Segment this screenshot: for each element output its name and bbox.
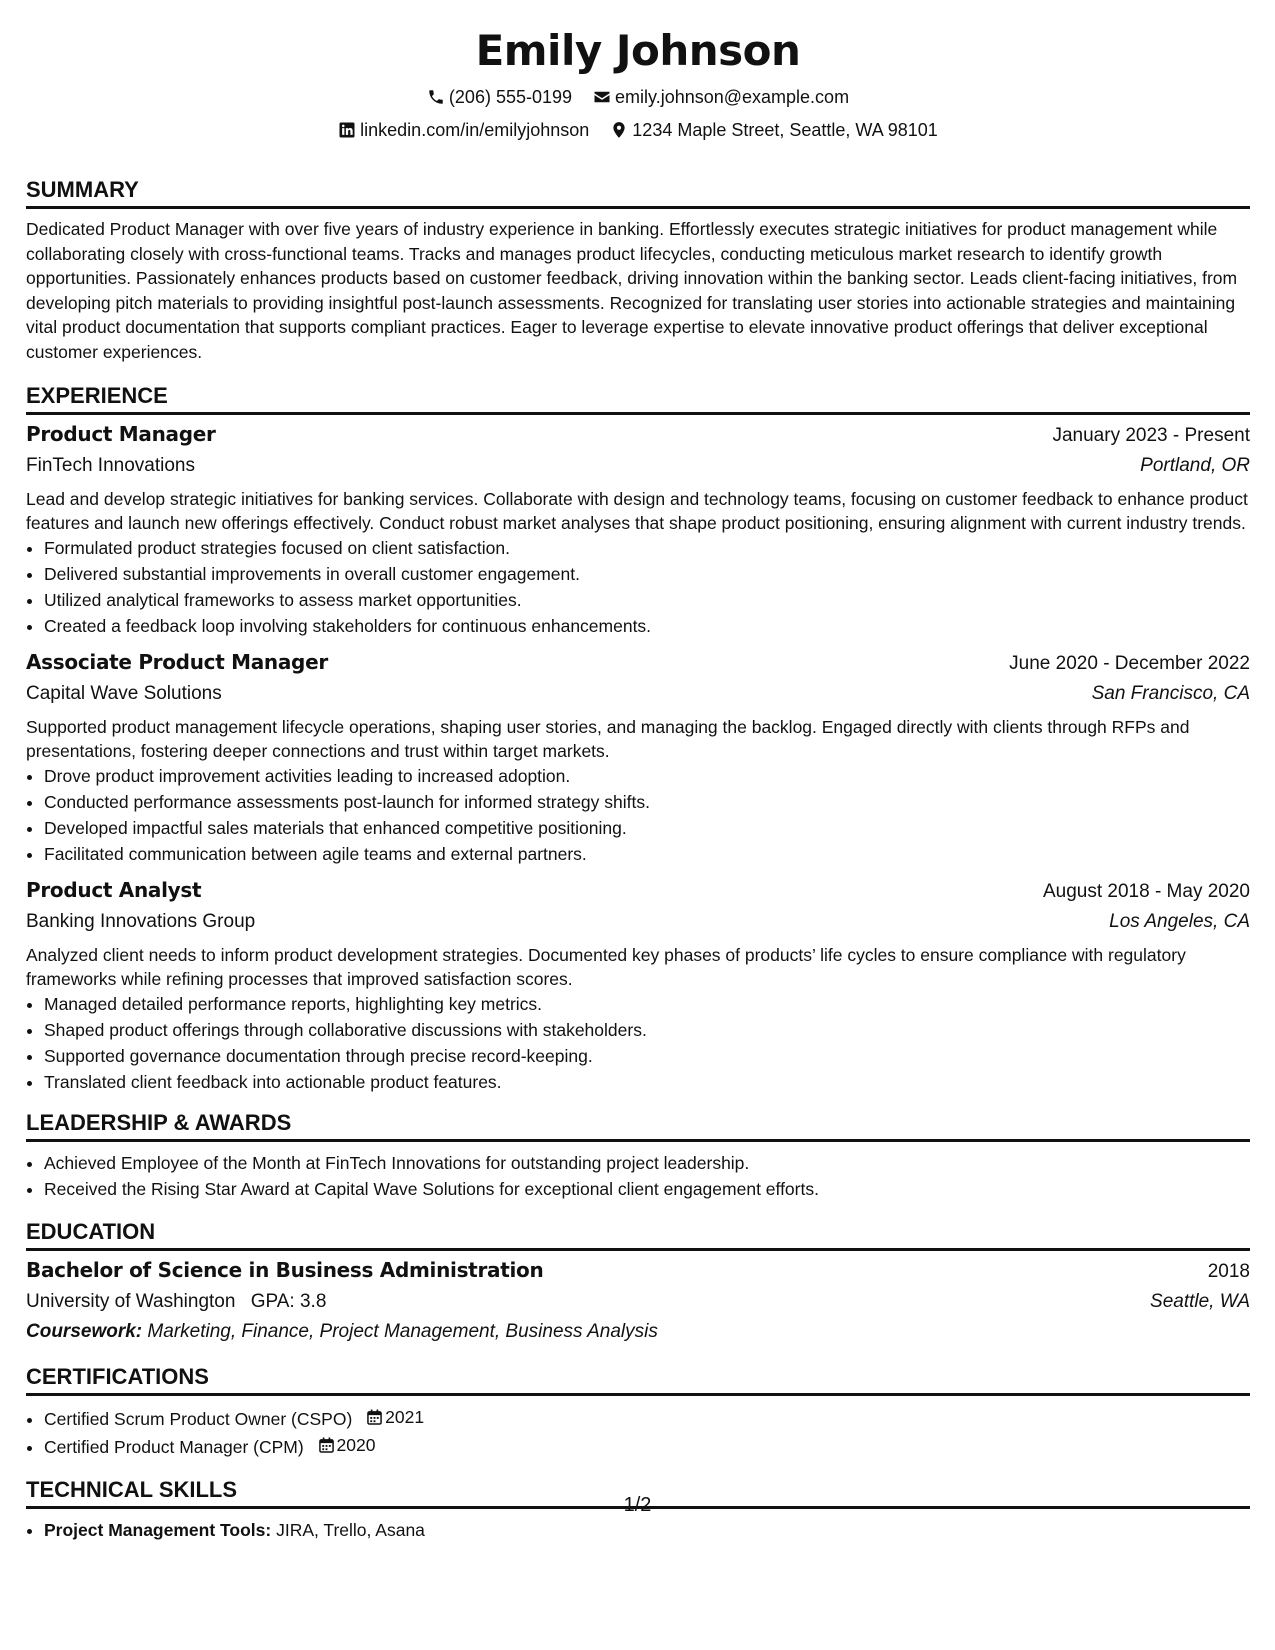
section-title-summary: SUMMARY — [26, 176, 1250, 209]
job-date: August 2018 - May 2020 — [1042, 881, 1250, 902]
summary-section — [26, 176, 1250, 364]
job-bullet: • Drove product improvement activities leading to increased adoption. — [44, 763, 1250, 789]
section-title-skills: TECHNICAL SKILLS — [26, 1476, 1250, 1509]
job-company-row — [26, 451, 1250, 481]
job-description: Lead and develop strategic initiatives for banking services. Collaborate with design and technology teams, focusing on customer feedback to enhance product features and launch new offerings effectively. Conduct robust market analyses that shape product positioning, ensuring alignment with current industry trends. — [26, 489, 1248, 533]
degree-name: Bachelor of Science in Business Administration — [26, 1258, 544, 1282]
section-title-leadership: LEADERSHIP & AWARDS — [26, 1109, 1250, 1142]
job-bullet: • Utilized analytical frameworks to assess market opportunities. — [44, 587, 1250, 613]
job-title: Associate Product Manager — [26, 650, 328, 674]
resume-page — [26, 20, 1250, 1543]
candidate-name: Emily Johnson — [475, 26, 801, 75]
job-company: Capital Wave Solutions — [26, 683, 222, 704]
leadership-item: • Achieved Employee of the Month at FinTech Innovations for outstanding project leadership. — [44, 1150, 1250, 1176]
job-location: Portland, OR — [1140, 455, 1250, 476]
certification-year-wrap — [319, 1432, 376, 1458]
gpa: GPA: 3.8 — [250, 1291, 327, 1312]
job-company: Banking Innovations Group — [26, 911, 256, 932]
summary-text: Dedicated Product Manager with over five years of industry experience in banking. Effortlessly executes strategic initiatives for product management while collaborating closely with cross-functional teams. Tracks and manages product lifecycles, conducting meticulous market research to identify growth opportunities. Passionately enhances products based on customer feedback, driving innovation within the banking sector. Leads client-facing initiatives, from developing pitch materials to providing insightful post-launch assessments. Recognized for translating user stories into actionable strategies and maintaining vital product documentation that supports compliant practices. Eager to leverage expertise to elevate innovative product offerings that deliver exceptional customer experiences. — [26, 219, 1238, 362]
job-company-row — [26, 907, 1250, 937]
certification-item — [44, 1404, 1250, 1432]
contact-row-2 — [26, 115, 1250, 148]
job-company: FinTech Innovations — [26, 455, 195, 476]
education-section — [26, 1218, 1250, 1347]
job-bullet: • Facilitated communication between agile teams and external partners. — [44, 841, 1250, 867]
job-bullets — [26, 991, 1250, 1095]
job-header-row — [26, 419, 1250, 451]
school-location: Seattle, WA — [1150, 1291, 1250, 1312]
linkedin-contact[interactable] — [338, 115, 589, 145]
job-entry — [26, 419, 1250, 639]
coursework — [26, 1317, 1250, 1347]
job-title: Product Manager — [26, 422, 216, 446]
job-bullet: • Conducted performance assessments post-launch for informed strategy shifts. — [44, 789, 1250, 815]
contact-row-1 — [26, 82, 1250, 115]
certification-name: Certified Product Manager (CPM) — [44, 1437, 304, 1457]
job-bullet: • Developed impactful sales materials that enhanced competitive positioning. — [44, 815, 1250, 841]
job-bullets — [26, 535, 1250, 639]
job-location: Los Angeles, CA — [1109, 911, 1250, 932]
job-bullet: • Shaped product offerings through collaborative discussions with stakeholders. — [44, 1017, 1250, 1043]
skills-list — [26, 1517, 1250, 1543]
address-contact — [610, 115, 938, 145]
leadership-item: • Received the Rising Star Award at Capital Wave Solutions for exceptional client engagement efforts. — [44, 1176, 1250, 1202]
leadership-list — [26, 1150, 1250, 1202]
email-contact[interactable] — [593, 82, 849, 112]
certification-year-wrap — [367, 1404, 424, 1430]
graduation-year: 2018 — [1207, 1261, 1250, 1282]
job-entry — [26, 647, 1250, 867]
phone-text: (206) 555-0199 — [448, 87, 573, 107]
address-text: 1234 Maple Street, Seattle, WA 98101 — [632, 120, 938, 140]
leadership-section — [26, 1109, 1250, 1202]
certification-year: 2020 — [336, 1435, 376, 1455]
skill-item — [44, 1517, 1250, 1543]
job-entry — [26, 875, 1250, 1095]
skill-value: JIRA, Trello, Asana — [276, 1520, 425, 1540]
education-degree-row — [26, 1255, 1250, 1287]
certifications-section — [26, 1363, 1250, 1460]
page-number: 1/2 — [623, 1494, 652, 1516]
job-company-row — [26, 679, 1250, 709]
school-info — [26, 1287, 326, 1317]
job-description: Analyzed client needs to inform product development strategies. Documented key phases of products’ life cycles to ensure compliance with regulatory frameworks while refining processes that improved satisfaction scores. — [26, 945, 1186, 989]
job-location: San Francisco, CA — [1091, 683, 1250, 704]
section-title-experience: EXPERIENCE — [26, 382, 1250, 415]
section-title-certifications: CERTIFICATIONS — [26, 1363, 1250, 1396]
coursework-label: Coursework: — [26, 1321, 143, 1342]
certification-name: Certified Scrum Product Owner (CSPO) — [44, 1409, 353, 1429]
envelope-icon — [593, 88, 611, 106]
map-marker-icon — [610, 121, 628, 139]
job-header-row — [26, 647, 1250, 679]
linkedin-text[interactable]: linkedin.com/in/emilyjohnson — [360, 120, 590, 140]
certification-item — [44, 1432, 1250, 1460]
job-bullet: • Managed detailed performance reports, highlighting key metrics. — [44, 991, 1250, 1017]
education-school-row — [26, 1287, 1250, 1317]
skill-label: Project Management Tools: — [44, 1520, 272, 1540]
job-description: Supported product management lifecycle operations, shaping user stories, and managing the backlog. Engaged directly with clients through RFPs and presentations, fostering deeper connections and trust within target markets. — [26, 717, 1190, 761]
section-title-education: EDUCATION — [26, 1218, 1250, 1251]
school-name: University of Washington — [26, 1291, 236, 1312]
certifications-list — [26, 1404, 1250, 1460]
calendar-icon — [319, 1437, 334, 1453]
experience-section — [26, 382, 1250, 1095]
certification-year: 2021 — [385, 1407, 425, 1427]
job-date: January 2023 - Present — [1052, 425, 1250, 446]
phone-icon — [427, 88, 445, 106]
calendar-icon — [367, 1409, 382, 1425]
linkedin-icon — [338, 121, 356, 139]
job-bullet: • Created a feedback loop involving stakeholders for continuous enhancements. — [44, 613, 1250, 639]
job-bullet: • Formulated product strategies focused on client satisfaction. — [44, 535, 1250, 561]
coursework-list: Marketing, Finance, Project Management, Business Analysis — [147, 1321, 658, 1342]
job-title: Product Analyst — [26, 878, 202, 902]
phone-contact — [427, 82, 572, 112]
job-bullet: • Translated client feedback into actionable product features. — [44, 1069, 1250, 1095]
job-header-row — [26, 875, 1250, 907]
email-text[interactable]: emily.johnson@example.com — [615, 87, 850, 107]
job-bullet: • Delivered substantial improvements in overall customer engagement. — [44, 561, 1250, 587]
job-bullets — [26, 763, 1250, 867]
job-bullet: • Supported governance documentation through precise record-keeping. — [44, 1043, 1250, 1069]
job-date: June 2020 - December 2022 — [1009, 653, 1250, 674]
